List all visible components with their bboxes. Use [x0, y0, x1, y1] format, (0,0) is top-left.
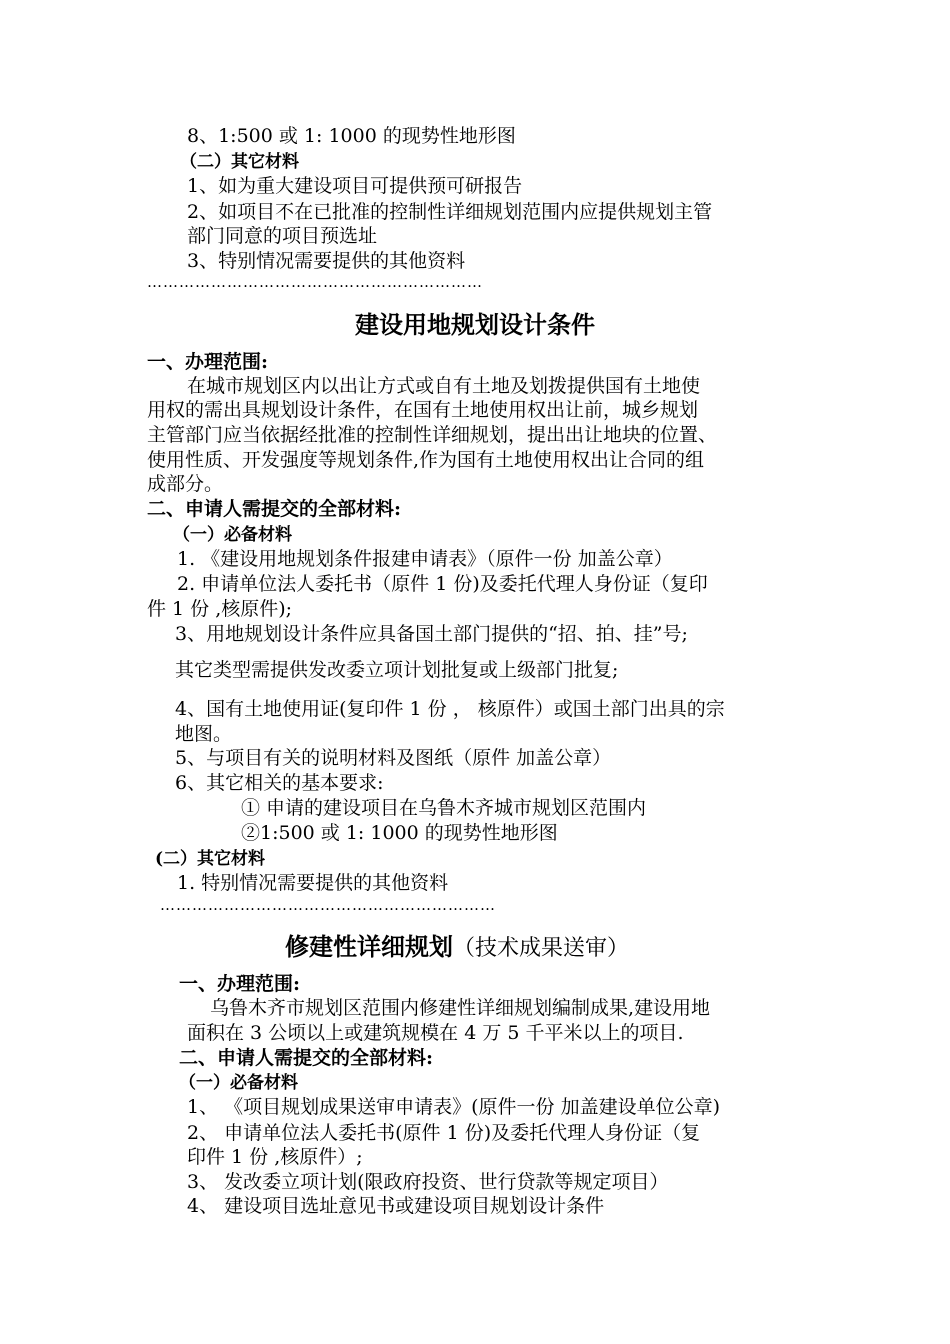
paragraph-line: 成部分。: [147, 473, 224, 495]
subsection-heading: (二）其它材料: [155, 849, 266, 869]
list-subitem: ① 申请的建设项目在乌鲁木齐城市规划区范围内: [241, 797, 647, 819]
list-item: 4、 建设项目选址意见书或建设项目规划设计条件: [187, 1195, 605, 1217]
paragraph-line: 在城市规划区内以出让方式或自有土地及划拨提供国有土地使: [187, 375, 701, 397]
section-heading-materials: 二、申请人需提交的全部材料:: [147, 498, 402, 520]
list-item: 1、如为重大建设项目可提供预可研报告: [187, 175, 523, 197]
list-item-continuation: 部门同意的项目预选址: [187, 225, 378, 247]
list-item: 1. 《建设用地规划条件报建申请表》（原件一份 加盖公章）: [177, 548, 673, 570]
list-item: 2. 申请单位法人委托书（原件 1 份)及委托代理人身份证（复印: [177, 573, 708, 595]
list-item-continuation: 印件 1 份 ,核原件）;: [187, 1146, 363, 1168]
list-item: 4、国有土地使用证(复印件 1 份 ， 核原件）或国土部门出具的宗: [175, 698, 725, 720]
section-heading-scope: 一、办理范围:: [179, 973, 301, 995]
dotted-separator: ………………………………………………………: [160, 896, 496, 914]
list-item: 2、 申请单位法人委托书(原件 1 份)及委托代理人身份证（复: [187, 1122, 701, 1144]
list-item: 1、 《项目规划成果送审申请表》(原件一份 加盖建设单位公章): [187, 1096, 720, 1118]
paragraph-line: 面积在 3 公顷以上或建筑规模在 4 万 5 千平米以上的项目.: [187, 1022, 684, 1044]
list-item: 5、与项目有关的说明材料及图纸（原件 加盖公章）: [175, 747, 612, 769]
list-item: 2、如项目不在已批准的控制性详细规划范围内应提供规划主管: [187, 201, 713, 223]
section-heading-scope: 一、办理范围:: [147, 351, 269, 373]
paragraph-line: 主管部门应当依据经批准的控制性详细规划，提出出让地块的位置、: [147, 424, 718, 446]
subsection-heading: （一）必备材料: [179, 1073, 298, 1093]
section-heading-materials: 二、申请人需提交的全部材料:: [179, 1047, 434, 1069]
list-item: 3、用地规划设计条件应具备国土部门提供的“招、拍、挂”号;: [175, 623, 688, 645]
paragraph-line: 使用性质、开发强度等规划条件,作为国有土地使用权出让合同的组: [147, 449, 705, 471]
subsection-heading: （二）其它材料: [180, 152, 299, 172]
paragraph-line: 乌鲁木齐市规划区范围内修建性详细规划编制成果,建设用地: [210, 997, 711, 1019]
list-item: 6、其它相关的基本要求:: [175, 772, 384, 794]
list-item: 8、1:500 或 1: 1000 的现势性地形图: [187, 125, 516, 147]
list-item-continuation: 件 1 份 ,核原件);: [147, 598, 293, 620]
section-title: 建设用地规划设计条件: [355, 310, 595, 339]
section-title-note: （技术成果送审）: [453, 936, 630, 961]
section-title: [285, 932, 629, 964]
section-title-main: 修建性详细规划: [285, 932, 453, 961]
list-subitem: ②1:500 或 1: 1000 的现势性地形图: [241, 822, 558, 844]
list-item: 3、 发改委立项计划(限政府投资、世行贷款等规定项目）: [187, 1171, 669, 1193]
list-item: 3、特别情况需要提供的其他资料: [187, 250, 466, 272]
list-item-continuation: 地图。: [175, 723, 233, 745]
dotted-separator: ………………………………………………………: [147, 273, 483, 291]
paragraph-line: 用权的需出具规划设计条件，在国有土地使用权出让前，城乡规划: [147, 399, 699, 421]
list-item-continuation: 其它类型需提供发改委立项计划批复或上级部门批复;: [175, 659, 619, 681]
list-item: 1. 特别情况需要提供的其他资料: [177, 872, 449, 894]
subsection-heading: （一）必备材料: [173, 525, 292, 545]
